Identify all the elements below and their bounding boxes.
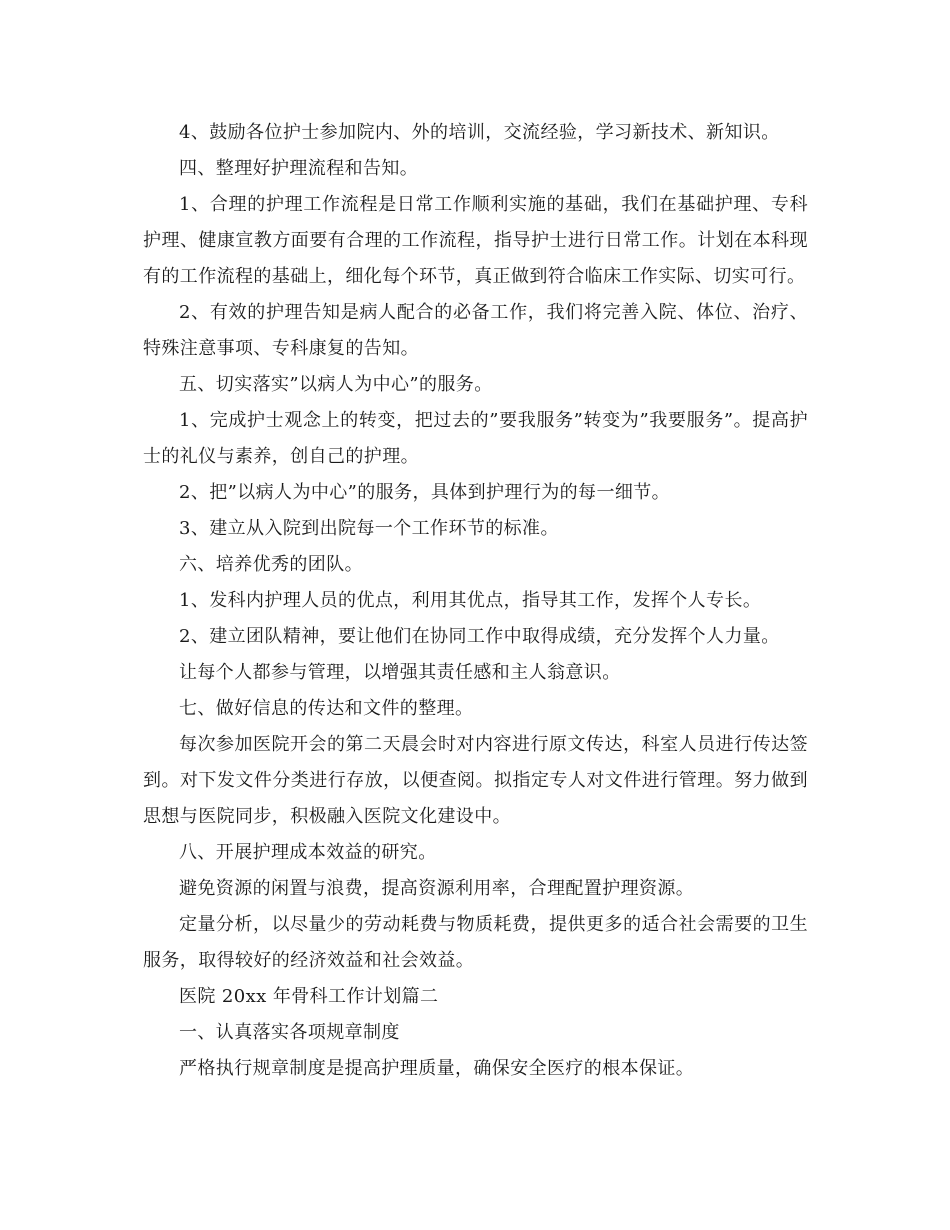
heading-cost-benefit: 八、开展护理成本效益的研究。 — [179, 842, 437, 863]
paragraph-strengths: 1、发科内护理人员的优点，利用其优点，指导其工作，发挥个人专长。 — [179, 590, 762, 611]
paragraph-workflow: 1、合理的护理工作流程是日常工作顺利实施的基础，我们在基础护理、专科护理、健康宣教方面要有合理的工作流程，指导护士进行日常工作。计划在本科现有的工作流程的基础上，细化每个环节，真正做到符合临床工作实际、切实可行。 — [143, 194, 808, 287]
paragraph-standards: 3、建立从入院到出院每一个工作环节的标准。 — [179, 518, 559, 539]
paragraph-participation: 让每个人都参与管理，以增强其责任感和主人翁意识。 — [179, 662, 621, 683]
paragraph-quantitative: 定量分析，以尽量少的劳动耗费与物质耗费，提供更多的适合社会需要的卫生服务，取得较好的经济效益和社会效益。 — [143, 914, 808, 971]
paragraph-attitude-change: 1、完成护士观念上的转变，把过去的”要我服务”转变为”我要服务”。提高护士的礼仪与素养，创自己的护理。 — [143, 410, 808, 467]
paragraph-notice: 2、有效的护理告知是病人配合的必备工作，我们将完善入院、体位、治疗、特殊注意事项、专科康复的告知。 — [143, 302, 808, 359]
document-body — [143, 115, 808, 1087]
paragraph-resources: 避免资源的闲置与浪费，提高资源利用率，合理配置护理资源。 — [179, 878, 695, 899]
heading-regulations: 一、认真落实各项规章制度 — [179, 1022, 400, 1043]
heading-team: 六、培养优秀的团队。 — [179, 554, 363, 575]
heading-patient-centered: 五、切实落实”以病人为中心”的服务。 — [179, 374, 493, 395]
heading-process-and-notice: 四、整理好护理流程和告知。 — [179, 158, 419, 179]
paragraph-detail: 2、把”以病人为中心”的服务，具体到护理行为的每一细节。 — [179, 482, 671, 503]
heading-information: 七、做好信息的传达和文件的整理。 — [179, 698, 474, 719]
paragraph-regulations: 严格执行规章制度是提高护理质量，确保安全医疗的根本保证。 — [179, 1058, 695, 1079]
paragraph-team-spirit: 2、建立团队精神，要让他们在协同工作中取得成绩，充分发挥个人力量。 — [179, 626, 780, 647]
paragraph-meetings: 每次参加医院开会的第二天晨会时对内容进行原文传达，科室人员进行传达签到。对下发文件分类进行存放，以便查阅。拟指定专人对文件进行管理。努力做到思想与医院同步，积极融入医院文化建设中。 — [143, 734, 808, 827]
section-title-part-two: 医院 20xx 年骨科工作计划篇二 — [179, 986, 439, 1007]
paragraph-training: 4、鼓励各位护士参加院内、外的培训，交流经验，学习新技术、新知识。 — [179, 122, 780, 143]
